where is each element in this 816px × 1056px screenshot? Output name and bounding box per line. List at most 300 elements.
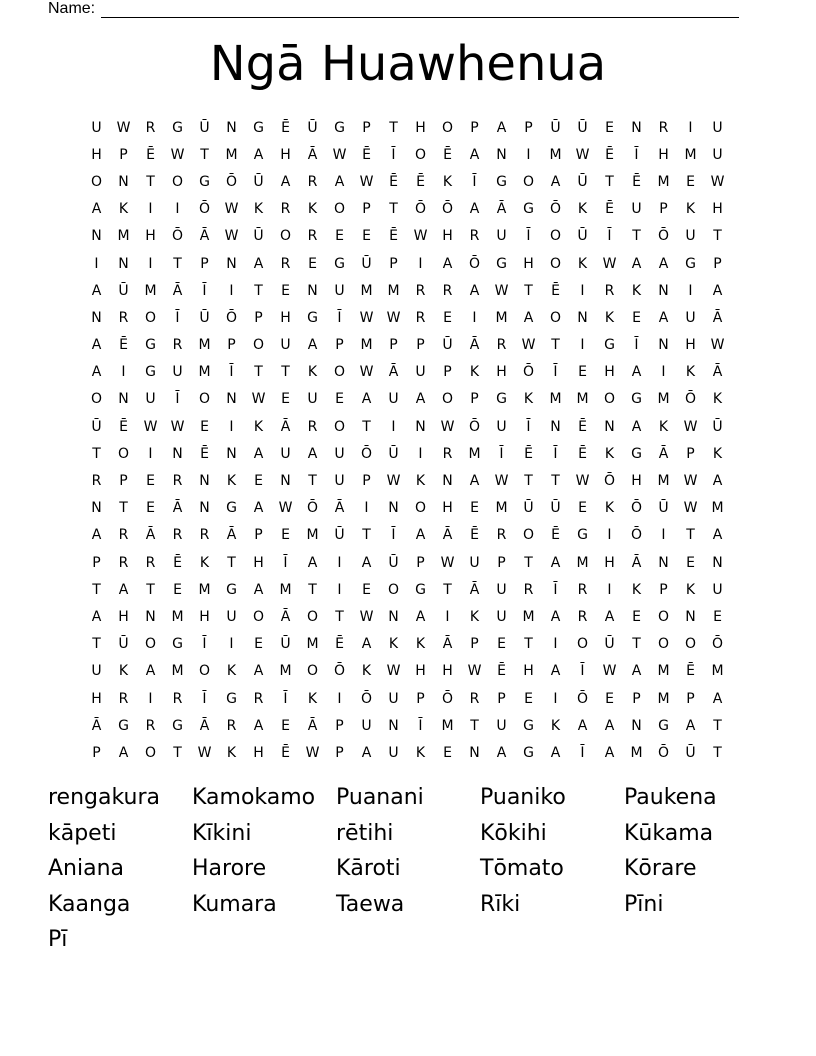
grid-cell: R — [226, 717, 237, 734]
grid-cell: K — [604, 500, 615, 517]
grid-cell: Ū — [199, 309, 210, 326]
grid-row — [83, 223, 731, 250]
grid-cell: Ō — [630, 500, 643, 517]
grid-cell: T — [551, 337, 560, 354]
grid-cell: I — [148, 445, 153, 462]
word-list-item: Puanani — [336, 785, 424, 810]
grid-cell: K — [307, 364, 318, 381]
grid-cell: A — [631, 255, 642, 272]
grid-cell: K — [631, 282, 642, 299]
grid-cell: W — [575, 146, 590, 163]
grid-cell: Ō — [414, 201, 427, 218]
grid-cell: W — [359, 364, 374, 381]
grid-cell: T — [200, 146, 209, 163]
grid-cell: Ū — [577, 228, 588, 245]
grid-cell: G — [226, 500, 237, 517]
grid-cell: O — [549, 228, 562, 245]
grid-cell: W — [467, 663, 482, 680]
grid-cell: W — [224, 201, 239, 218]
grid-row — [83, 141, 731, 168]
grid-cell: T — [362, 527, 371, 544]
grid-cell: T — [92, 581, 101, 598]
grid-cell: O — [657, 636, 670, 653]
grid-cell: W — [143, 418, 158, 435]
grid-cell: T — [308, 581, 317, 598]
grid-cell: A — [145, 663, 156, 680]
grid-cell: N — [604, 418, 615, 435]
grid-cell: M — [198, 364, 211, 381]
grid-cell: E — [362, 228, 371, 245]
grid-cell: E — [605, 690, 614, 707]
grid-cell: Ā — [496, 201, 507, 218]
grid-row — [83, 196, 731, 223]
grid-cell: R — [577, 581, 588, 598]
grid-cell: G — [496, 173, 507, 190]
grid-cell: I — [94, 255, 99, 272]
grid-cell: A — [253, 255, 264, 272]
grid-cell: R — [118, 309, 129, 326]
grid-cell: U — [307, 391, 318, 408]
grid-cell: H — [118, 608, 129, 625]
grid-cell: I — [364, 500, 369, 517]
grid-row — [83, 386, 731, 413]
grid-cell: I — [229, 418, 234, 435]
grid-row — [83, 495, 731, 522]
grid-cell: Ū — [118, 636, 129, 653]
grid-cell: U — [712, 146, 723, 163]
grid-cell: A — [712, 690, 723, 707]
grid-cell: W — [359, 173, 374, 190]
grid-cell: Ā — [442, 527, 453, 544]
grid-cell: Ī — [175, 391, 180, 408]
word-list-item: kāpeti — [48, 820, 117, 846]
grid-cell: A — [442, 255, 453, 272]
grid-cell: U — [388, 690, 399, 707]
grid-cell: Ō — [549, 201, 562, 218]
grid-cell: R — [442, 282, 453, 299]
grid-cell: Ī — [526, 228, 531, 245]
grid-cell: O — [144, 744, 157, 761]
grid-cell: Ō — [171, 228, 184, 245]
grid-cell: P — [362, 201, 371, 218]
grid-cell: N — [226, 445, 237, 462]
grid-cell: R — [253, 690, 264, 707]
grid-cell: Ū — [118, 282, 129, 299]
grid-cell: A — [631, 364, 642, 381]
grid-cell: M — [144, 282, 157, 299]
grid-cell: I — [175, 201, 180, 218]
word-list-item: Paukena — [624, 785, 717, 810]
grid-cell: O — [333, 418, 346, 435]
grid-cell: Ī — [526, 418, 531, 435]
grid-cell: K — [577, 255, 588, 272]
grid-cell: A — [334, 173, 345, 190]
grid-cell: A — [91, 364, 102, 381]
grid-cell: R — [280, 255, 291, 272]
grid-cell: A — [415, 391, 426, 408]
grid-cell: H — [415, 663, 426, 680]
grid-cell: Ō — [441, 690, 454, 707]
grid-cell: Ō — [657, 228, 670, 245]
grid-cell: M — [657, 690, 670, 707]
grid-cell: U — [172, 364, 183, 381]
grid-cell: O — [333, 201, 346, 218]
grid-cell: Ā — [226, 527, 237, 544]
grid-cell: W — [710, 173, 725, 190]
grid-cell: A — [91, 337, 102, 354]
grid-cell: A — [361, 391, 372, 408]
grid-cell: P — [632, 690, 641, 707]
grid-cell: T — [551, 473, 560, 490]
grid-row — [83, 712, 731, 739]
grid-cell: Ā — [469, 337, 480, 354]
grid-cell: T — [146, 581, 155, 598]
grid-cell: O — [684, 636, 697, 653]
grid-cell: T — [713, 717, 722, 734]
grid-cell: G — [631, 445, 642, 462]
grid-cell: U — [712, 119, 723, 136]
grid-cell: N — [307, 282, 318, 299]
grid-cell: H — [280, 309, 291, 326]
grid-cell: R — [658, 119, 669, 136]
word-list-item: Kūkama — [624, 820, 714, 846]
word-list-item: Rīki — [480, 891, 521, 917]
grid-cell: M — [657, 391, 670, 408]
grid-cell: E — [281, 717, 290, 734]
grid-cell: T — [173, 255, 182, 272]
grid-cell: G — [118, 717, 129, 734]
grid-cell: U — [496, 608, 507, 625]
grid-cell: Ā — [307, 146, 318, 163]
grid-cell: N — [199, 500, 210, 517]
grid-cell: A — [604, 744, 615, 761]
grid-cell: P — [497, 554, 506, 571]
grid-cell: N — [172, 445, 183, 462]
grid-cell: O — [657, 608, 670, 625]
grid-cell: E — [713, 608, 722, 625]
name-label: Name: — [48, 0, 96, 17]
grid-cell: M — [657, 173, 670, 190]
grid-cell: A — [550, 554, 561, 571]
grid-cell: K — [658, 418, 669, 435]
grid-cell: U — [334, 473, 345, 490]
grid-cell: R — [415, 282, 426, 299]
grid-cell: A — [118, 581, 129, 598]
grid-cell: Ī — [175, 309, 180, 326]
grid-cell: K — [469, 608, 480, 625]
grid-cell: K — [685, 364, 696, 381]
grid-cell: G — [145, 337, 156, 354]
grid-cell: A — [658, 255, 669, 272]
grid-cell: I — [337, 554, 342, 571]
grid-cell: N — [226, 119, 237, 136]
grid-cell: P — [497, 690, 506, 707]
grid-cell: Ū — [253, 173, 264, 190]
grid-cell: T — [713, 228, 722, 245]
grid-cell: A — [307, 554, 318, 571]
grid-row — [83, 685, 731, 712]
grid-cell: Ō — [360, 690, 373, 707]
grid-cell: E — [254, 473, 263, 490]
grid-cell: Ū — [253, 228, 264, 245]
grid-cell: E — [578, 364, 587, 381]
grid-cell: Ē — [632, 173, 641, 190]
grid-cell: E — [686, 173, 695, 190]
grid-cell: Ē — [524, 445, 533, 462]
grid-cell: R — [172, 473, 183, 490]
grid-cell: U — [496, 581, 507, 598]
grid-cell: T — [119, 500, 128, 517]
grid-cell: P — [659, 581, 668, 598]
grid-cell: P — [92, 744, 101, 761]
grid-cell: W — [440, 554, 455, 571]
grid-cell: R — [469, 690, 480, 707]
grid-cell: K — [388, 636, 399, 653]
grid-cell: Ī — [634, 337, 639, 354]
grid-cell: A — [91, 282, 102, 299]
grid-cell: Ā — [280, 418, 291, 435]
grid-cell: W — [602, 663, 617, 680]
grid-cell: T — [524, 636, 533, 653]
grid-cell: R — [577, 608, 588, 625]
grid-cell: K — [442, 173, 453, 190]
grid-cell: U — [361, 717, 372, 734]
grid-cell: U — [280, 337, 291, 354]
grid-cell: G — [685, 255, 696, 272]
grid-cell: E — [173, 581, 182, 598]
grid-cell: W — [170, 146, 185, 163]
grid-cell: R — [496, 527, 507, 544]
grid-cell: Ē — [119, 337, 128, 354]
grid-cell: I — [418, 255, 423, 272]
grid-cell: O — [333, 364, 346, 381]
grid-cell: K — [199, 554, 210, 571]
grid-cell: U — [226, 608, 237, 625]
grid-cell: P — [416, 337, 425, 354]
name-field — [48, 0, 739, 18]
grid-cell: W — [440, 418, 455, 435]
grid-cell: H — [442, 500, 453, 517]
grid-cell: T — [335, 608, 344, 625]
grid-cell: Ī — [202, 690, 207, 707]
grid-cell: I — [607, 581, 612, 598]
grid-cell: R — [307, 418, 318, 435]
grid-cell: H — [604, 364, 615, 381]
grid-cell: E — [281, 282, 290, 299]
grid-cell: Ū — [334, 527, 345, 544]
grid-cell: A — [523, 309, 534, 326]
grid-cell: G — [658, 717, 669, 734]
grid-cell: T — [632, 228, 641, 245]
word-list-item: Kumara — [192, 891, 277, 917]
grid-cell: Ā — [442, 636, 453, 653]
grid-cell: N — [145, 608, 156, 625]
grid-cell: Ū — [577, 119, 588, 136]
grid-cell: A — [361, 744, 372, 761]
grid-cell: Ē — [551, 282, 560, 299]
grid-cell: P — [335, 337, 344, 354]
grid-cell: Ī — [283, 554, 288, 571]
grid-cell: K — [415, 473, 426, 490]
grid-cell: H — [280, 146, 291, 163]
grid-cell: H — [712, 201, 723, 218]
grid-cell: N — [388, 717, 399, 734]
grid-cell: H — [523, 663, 534, 680]
grid-cell: Ū — [550, 119, 561, 136]
grid-cell: Ē — [389, 173, 398, 190]
grid-cell: A — [307, 337, 318, 354]
grid-cell: R — [442, 445, 453, 462]
grid-cell: H — [145, 228, 156, 245]
grid-cell: A — [550, 608, 561, 625]
grid-cell: Ō — [522, 364, 535, 381]
grid-cell: Ō — [333, 663, 346, 680]
grid-cell: N — [631, 119, 642, 136]
grid-cell: M — [657, 473, 670, 490]
grid-cell: U — [712, 581, 723, 598]
word-list-item: Kīkini — [192, 820, 252, 846]
grid-cell: T — [713, 744, 722, 761]
grid-cell: Ū — [604, 636, 615, 653]
grid-cell: N — [658, 337, 669, 354]
grid-cell: U — [91, 119, 102, 136]
word-list-item: Taewa — [336, 891, 405, 917]
grid-cell: Ā — [631, 554, 642, 571]
grid-cell: A — [253, 581, 264, 598]
grid-cell: Ē — [200, 445, 209, 462]
grid-cell: U — [496, 717, 507, 734]
grid-cell: K — [577, 201, 588, 218]
grid-cell: H — [442, 228, 453, 245]
grid-cell: G — [496, 255, 507, 272]
grid-cell: Ū — [577, 173, 588, 190]
grid-cell: Ū — [199, 119, 210, 136]
grid-cell: A — [415, 527, 426, 544]
grid-cell: M — [684, 146, 697, 163]
grid-row — [83, 631, 731, 658]
grid-cell: U — [388, 744, 399, 761]
grid-cell: A — [469, 201, 480, 218]
grid-cell: I — [661, 364, 666, 381]
grid-cell: Ī — [283, 690, 288, 707]
grid-cell: W — [386, 663, 401, 680]
grid-cell: W — [710, 337, 725, 354]
grid-cell: Ū — [550, 500, 561, 517]
grid-cell: W — [683, 418, 698, 435]
grid-cell: P — [524, 119, 533, 136]
grid-cell: M — [306, 527, 319, 544]
grid-cell: K — [253, 418, 264, 435]
grid-cell: Ē — [335, 636, 344, 653]
grid-cell: A — [91, 201, 102, 218]
grid-cell: Ē — [119, 418, 128, 435]
grid-cell: Ā — [334, 500, 345, 517]
grid-cell: W — [359, 309, 374, 326]
grid-cell: A — [496, 744, 507, 761]
grid-cell: P — [713, 255, 722, 272]
grid-cell: Ū — [388, 554, 399, 571]
grid-row — [83, 658, 731, 685]
grid-cell: G — [145, 364, 156, 381]
grid-cell: O — [549, 255, 562, 272]
grid-cell: K — [226, 744, 237, 761]
grid-cell: Ā — [172, 282, 183, 299]
grid-cell: M — [171, 663, 184, 680]
grid-cell: M — [279, 581, 292, 598]
grid-cell: W — [521, 337, 536, 354]
grid-cell: M — [198, 337, 211, 354]
grid-cell: N — [658, 282, 669, 299]
grid-cell: P — [254, 527, 263, 544]
grid-cell: P — [470, 119, 479, 136]
grid-cell: M — [522, 608, 535, 625]
grid-cell: Ū — [685, 744, 696, 761]
grid-cell: E — [524, 690, 533, 707]
grid-cell: T — [632, 636, 641, 653]
grid-cell: I — [148, 690, 153, 707]
grid-cell: U — [685, 228, 696, 245]
grid-cell: G — [523, 201, 534, 218]
grid-cell: O — [387, 581, 400, 598]
grid-cell: M — [495, 500, 508, 517]
grid-cell: Ē — [470, 527, 479, 544]
grid-cell: K — [307, 690, 318, 707]
grid-cell: U — [91, 663, 102, 680]
grid-cell: O — [171, 173, 184, 190]
grid-cell: W — [116, 119, 131, 136]
grid-cell: N — [91, 309, 102, 326]
grid-cell: K — [361, 663, 372, 680]
grid-cell: K — [118, 201, 129, 218]
grid-cell: Ē — [605, 201, 614, 218]
grid-cell: N — [91, 228, 102, 245]
grid-cell: P — [362, 119, 371, 136]
grid-cell: T — [605, 173, 614, 190]
grid-cell: M — [549, 391, 562, 408]
grid-cell: Ō — [603, 473, 616, 490]
grid-cell: E — [443, 309, 452, 326]
grid-cell: K — [307, 201, 318, 218]
grid-cell: I — [526, 146, 531, 163]
grid-cell: W — [683, 473, 698, 490]
grid-cell: I — [607, 527, 612, 544]
grid-cell: I — [337, 581, 342, 598]
word-list-item: Kamokamo — [192, 785, 316, 810]
grid-cell: R — [307, 173, 318, 190]
grid-cell: G — [523, 717, 534, 734]
grid-cell: K — [604, 445, 615, 462]
grid-cell: T — [173, 744, 182, 761]
grid-cell: K — [415, 744, 426, 761]
grid-cell: K — [685, 581, 696, 598]
grid-cell: Ē — [578, 445, 587, 462]
grid-cell: K — [712, 391, 723, 408]
grid-row — [83, 576, 731, 603]
grid-cell: R — [172, 527, 183, 544]
grid-cell: U — [631, 201, 642, 218]
word-list — [48, 780, 768, 958]
name-underline[interactable] — [101, 3, 739, 18]
grid-cell: Ā — [145, 527, 156, 544]
grid-cell: Ō — [225, 309, 238, 326]
grid-cell: H — [496, 364, 507, 381]
grid-cell: E — [146, 500, 155, 517]
grid-cell: K — [604, 309, 615, 326]
grid-cell: G — [415, 581, 426, 598]
grid-cell: O — [90, 173, 103, 190]
grid-cell: H — [685, 337, 696, 354]
grid-cell: R — [145, 717, 156, 734]
